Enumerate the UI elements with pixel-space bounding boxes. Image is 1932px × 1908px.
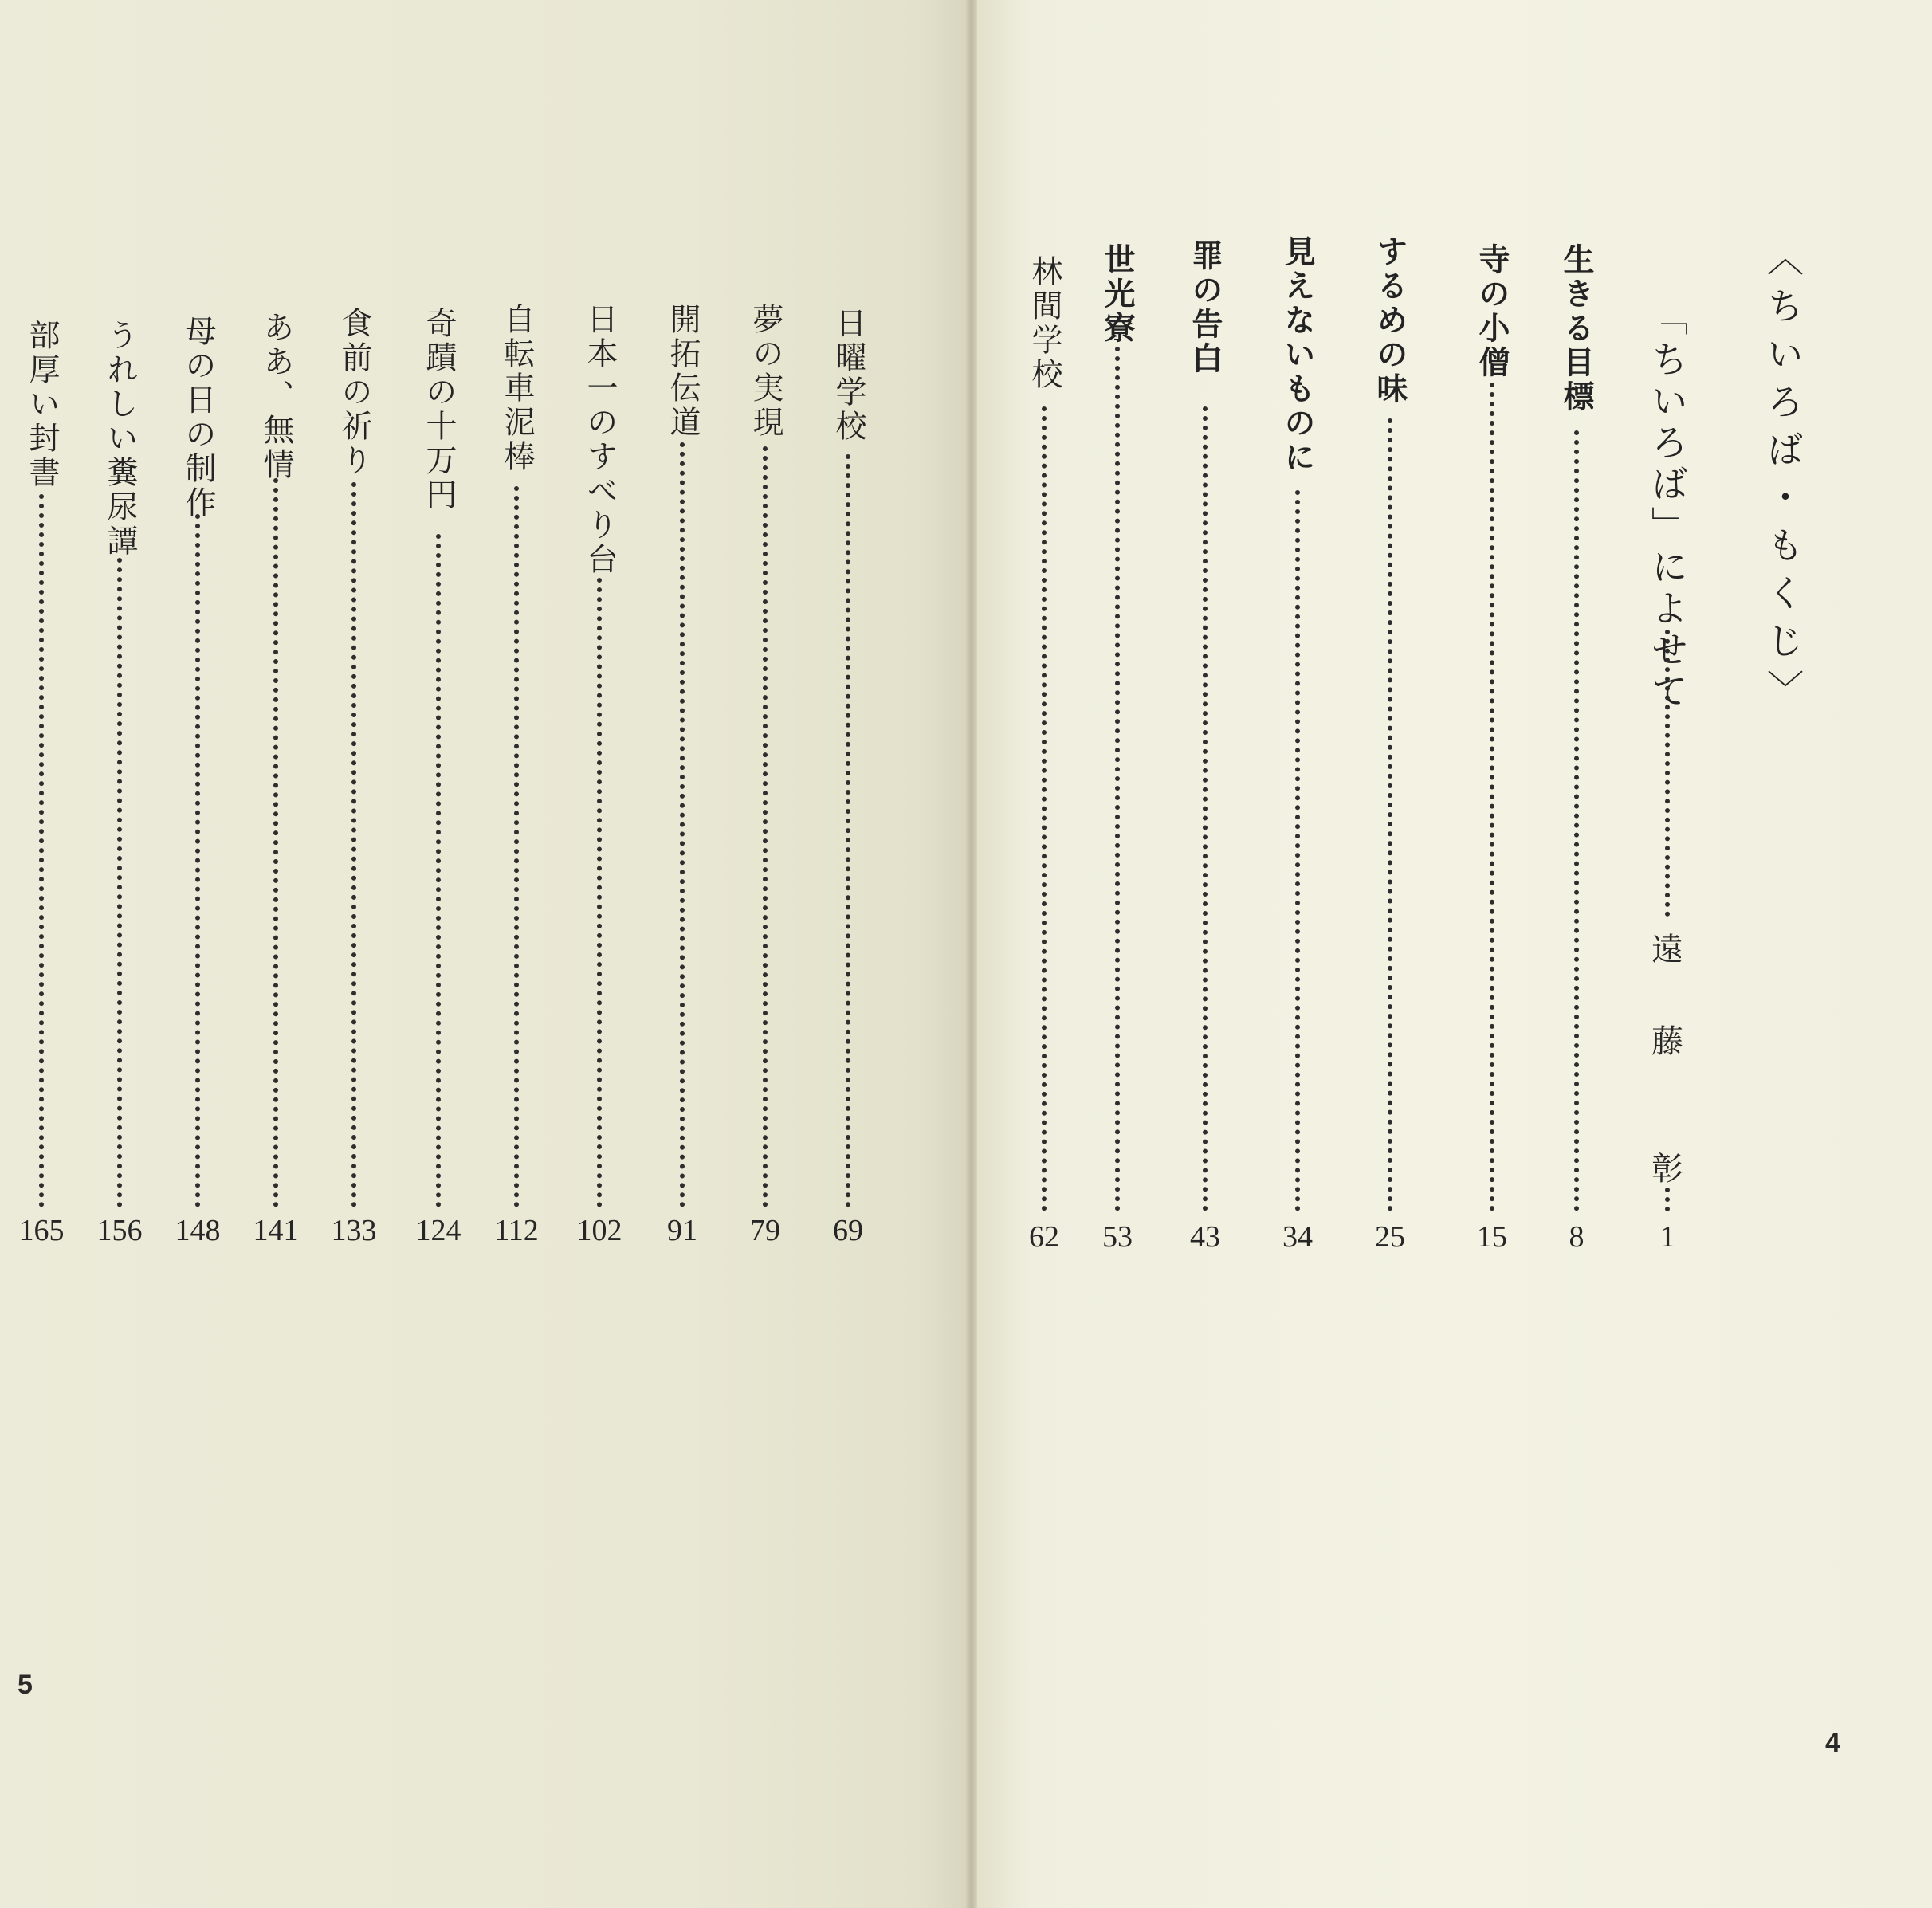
leader-dots: [846, 454, 850, 1207]
toc-entry-page: 79: [750, 1214, 780, 1247]
leader-dots: [39, 494, 44, 1207]
toc-entry-title: ああ、無情: [258, 311, 294, 482]
page-number-right: 4: [1825, 1728, 1840, 1758]
leader-dots: [117, 558, 122, 1207]
toc-entry-page: 15: [1477, 1220, 1507, 1254]
toc-entry-title: 日本一のすべり台: [582, 303, 618, 577]
book-gutter: [966, 0, 977, 1908]
toc-entry-title: 母の日の制作: [180, 315, 216, 520]
toc-entry-title: うれしい糞尿譚: [102, 319, 138, 559]
toc-entry-page: 34: [1282, 1220, 1313, 1254]
toc-entry[interactable]: [575, 0, 623, 1259]
leader-dots: [1115, 347, 1120, 1211]
toc-entry-page: 8: [1569, 1220, 1584, 1254]
toc-entry[interactable]: [1553, 0, 1600, 1259]
toc-entry[interactable]: [414, 0, 462, 1259]
toc-entry-title: 罪の告白: [1187, 239, 1223, 376]
author-name-char: 彰: [1651, 1151, 1683, 1188]
toc-entry[interactable]: [18, 0, 65, 1259]
toc-entry-title: 部厚い封書: [24, 319, 60, 490]
toc-entry[interactable]: [493, 0, 540, 1259]
toc-entry[interactable]: [330, 0, 378, 1259]
toc-entry-page: 91: [667, 1214, 697, 1247]
toc-entry[interactable]: [1020, 0, 1068, 1259]
leader-dots: [436, 534, 441, 1207]
toc-entry-title: 世光寮: [1099, 243, 1136, 346]
toc-entry[interactable]: [1274, 0, 1321, 1259]
leader-dots: [1295, 490, 1300, 1211]
toc-entry-page: 165: [18, 1214, 65, 1247]
toc-entry[interactable]: [96, 0, 143, 1259]
toc-entry[interactable]: [252, 0, 300, 1259]
toc-entry-page: 141: [253, 1214, 299, 1247]
author-name-char: 藤: [1651, 1023, 1683, 1060]
toc-entry-page: 148: [175, 1214, 221, 1247]
leader-dots: [514, 486, 519, 1207]
toc-entry-title: 「ちいろば」によせて: [1646, 299, 1689, 713]
toc-entry-title: 夢の実現: [748, 303, 783, 440]
toc-entry[interactable]: [174, 0, 222, 1259]
toc-entry-title: 自転車泥棒: [499, 303, 535, 474]
toc-entry-page: 133: [331, 1214, 377, 1247]
toc-entry-title: 林間学校: [1027, 255, 1062, 392]
toc-entry[interactable]: [1181, 0, 1229, 1259]
leader-dots: [1388, 418, 1392, 1211]
toc-entry[interactable]: [658, 0, 706, 1259]
leader-dots: [195, 514, 200, 1207]
toc-entry-page: 53: [1102, 1220, 1133, 1254]
toc-entry-page: 124: [415, 1214, 461, 1247]
toc-entry-page: 156: [96, 1214, 143, 1247]
leader-dots: [1203, 406, 1208, 1211]
toc-entry[interactable]: [741, 0, 789, 1259]
leader-dots: [351, 482, 356, 1207]
toc-entry-page: 69: [833, 1214, 863, 1247]
leader-dots: [1665, 1188, 1670, 1211]
toc-entry[interactable]: [1366, 0, 1414, 1259]
toc-entry-title: 日曜学校: [831, 307, 866, 444]
toc-heading: 〈ちいろば・もくじ〉: [1761, 239, 1804, 717]
toc-entry-page: 112: [494, 1214, 539, 1247]
toc-entry-title: 生きる目標: [1558, 243, 1595, 414]
page-number-left: 5: [18, 1670, 33, 1700]
leader-dots: [1042, 406, 1046, 1211]
leader-dots: [1665, 630, 1670, 917]
toc-entry[interactable]: [1094, 0, 1141, 1259]
leader-dots: [597, 578, 602, 1207]
toc-entry-title: するめの味: [1372, 235, 1408, 406]
leader-dots: [680, 442, 685, 1207]
toc-entry-title: 見えないものに: [1279, 235, 1316, 475]
toc-entry-preface[interactable]: [1643, 0, 1691, 1259]
toc-entry[interactable]: [824, 0, 872, 1259]
toc-entry-page: 1: [1659, 1220, 1675, 1254]
toc-entry-page: 25: [1375, 1220, 1405, 1254]
toc-entry-title: 奇蹟の十万円: [421, 307, 457, 512]
author-name-char: 遠: [1651, 932, 1683, 968]
toc-entry-title: 開拓伝道: [665, 303, 701, 440]
toc-entry-title: 食前の祈り: [336, 307, 372, 478]
toc-entry-page: 62: [1029, 1220, 1059, 1254]
leader-dots: [1574, 430, 1579, 1211]
toc-entry-page: 102: [576, 1214, 622, 1247]
toc-entry-title: 寺の小僧: [1474, 243, 1510, 380]
leader-dots: [273, 478, 278, 1207]
leader-dots: [1490, 383, 1494, 1211]
toc-entry[interactable]: [1468, 0, 1516, 1259]
leader-dots: [763, 446, 768, 1207]
toc-entry-page: 43: [1190, 1220, 1220, 1254]
